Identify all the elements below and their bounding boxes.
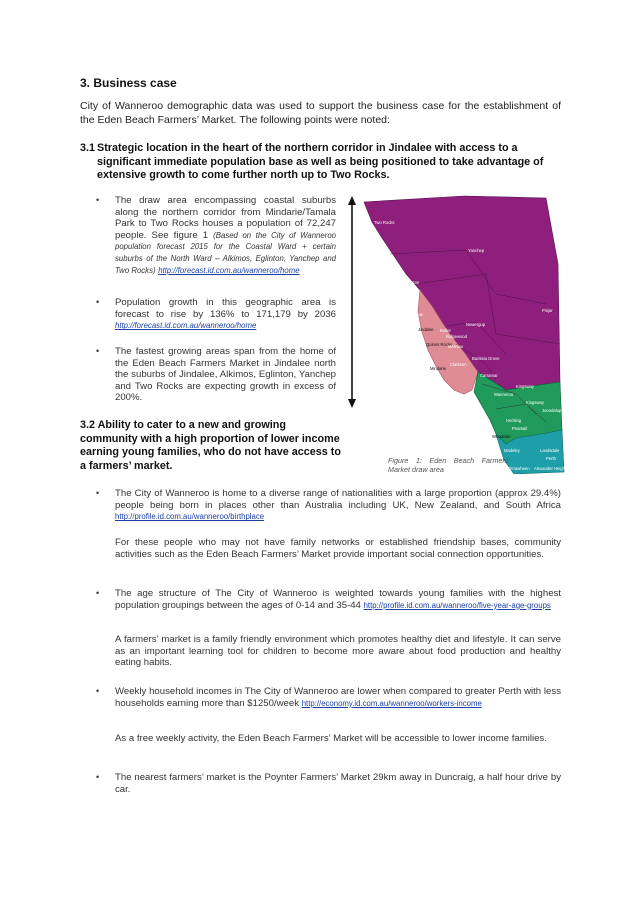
bullet-dot-icon: •	[96, 588, 100, 598]
map-label: Merriwa	[448, 344, 463, 349]
section-title: Ability to cater to a new and growing community with a high proportion of lower income earning young families, who do not have access to a farmers’ market.	[80, 419, 341, 472]
map-label: Madeley	[504, 448, 520, 453]
map-label: Pearsall	[512, 426, 528, 431]
map-label: Perth	[546, 456, 557, 461]
map-label: Joondalup	[542, 408, 562, 413]
draw-area-map	[346, 194, 570, 474]
map-label: Alexander Heights	[534, 466, 569, 471]
map-label: Kingsway	[516, 384, 534, 389]
nationalities-paragraph: For these people who may not have family networks or established friendship bases, community activities such as the Eden Beach Farmers’ Market provide important social connection opportunities.	[115, 537, 561, 560]
workers-income-link[interactable]: http://economy.id.com.au/wanneroo/workers-income	[301, 698, 482, 708]
map-label: Wanneroo	[494, 392, 514, 397]
map-label: Carramar	[480, 373, 498, 378]
bullet-population-growth	[96, 297, 336, 332]
bullet-dot-icon: •	[96, 772, 100, 782]
bullet-nearest-market	[96, 772, 561, 795]
bullet-text: The draw area encompassing coastal suburbs along the northern corridor from Mindarie/Tamala Park to Two Rocks houses a population of 72,247 people. See figure 1 (Based on the City of Wanneroo population forecast 2015 for the Coastal Ward + certain suburbs of the North Ward – Alkimos, Eglinton, Yanchep and Two Rocks) http://forecast.id.com.au/wanneroo/home	[115, 195, 336, 275]
bullet-text: The age structure of The City of Wanneroo is weighted towards young families with the highest population groupings between the ages of 0-14 and 35-44 http://profile.id.com.au/wanneroo/five-year-age-groups	[115, 588, 561, 611]
map-label: Two Rocks	[374, 220, 395, 225]
map-label: Landsdale	[540, 448, 560, 453]
map-label: Clarkson	[450, 362, 467, 367]
household-income-paragraph: As a free weekly activity, the Eden Beach Farmers’ Market will be accessible to lower income families.	[115, 733, 547, 744]
forecast-link[interactable]: http://forecast.id.com.au/wanneroo/home	[115, 321, 257, 331]
bullet-text: Population growth in this geographic area is forecast to rise by 136% to 171,179 by 2036 http://forecast.id.com.au/wanneroo/home	[115, 297, 336, 331]
bullet-household-income	[96, 686, 561, 709]
map-label: Butler	[440, 328, 451, 333]
bullet-fastest-growing	[96, 346, 336, 404]
section-title-line1: Strategic location in the heart of the northern corridor in Jindalee with access to a	[97, 142, 518, 154]
age-structure-paragraph: A farmers’ market is a family friendly environment which promotes healthy diet and lifestyle. It can serve as an important learning tool for children to become more aware about food production and healthy eating habits.	[115, 634, 561, 669]
map-label: Mindarie	[430, 366, 447, 371]
forecast-link[interactable]: http://forecast.id.com.au/wanneroo/home	[158, 265, 300, 275]
section-3-1-heading	[80, 142, 562, 183]
age-groups-link[interactable]: http://profile.id.com.au/wanneroo/five-year-age-groups	[363, 600, 551, 610]
map-label: Ridgewood	[446, 334, 467, 339]
bullet-text: The City of Wanneroo is home to a diverse range of nationalities with a large proportion (approx 29.4%) people being born in places other than Australia including UK, New Zealand, and South Africa http://profile.id.com.au/wanneroo/birthplace	[115, 488, 561, 522]
bullet-dot-icon: •	[96, 488, 100, 498]
map-label: Nowergup	[466, 322, 486, 327]
bullet-note: (Based on the City of Wanneroo population forecast 2015 for the Coastal Ward + certain suburbs of the North Ward – Alkimos, Eglinton, Yanchep and Two Rocks)	[115, 230, 336, 275]
map-label: Banksia Grove	[472, 356, 500, 361]
map-label: Hocking	[506, 418, 522, 423]
map-label: Woodvale	[492, 434, 511, 439]
map-label: Pinjar	[542, 308, 553, 313]
section-3-2-heading	[80, 419, 342, 473]
section-number: 3.2	[80, 419, 96, 431]
arrow-icon	[348, 196, 356, 408]
bullet-dot-icon: •	[96, 346, 100, 356]
bullet-dot-icon: •	[96, 686, 100, 696]
map-label: Girrawheen	[508, 466, 530, 471]
map-label: Jindalee	[418, 327, 434, 332]
map-label: Quinns Rocks	[426, 342, 453, 347]
map-label: Alkimos	[408, 312, 423, 317]
section-number: 3.1	[80, 142, 96, 154]
figure-caption: Figure 1: Eden Beach Farmers’ Market draw area	[388, 456, 510, 474]
birthplace-link[interactable]: http://profile.id.com.au/wanneroo/birthplace	[115, 512, 265, 522]
map-label: Yanchep	[468, 248, 485, 253]
bullet-dot-icon: •	[96, 297, 100, 307]
bullet-text: Weekly household incomes in The City of Wanneroo are lower when compared to greater Perth with less households earning more than $1250/week http://economy.id.com.au/wanneroo/workers-income	[115, 686, 561, 709]
bullet-age-structure	[96, 588, 561, 611]
bullet-text: The nearest farmers’ market is the Poynter Farmers’ Market 29km away in Duncraig, a half hour drive by car.	[115, 772, 561, 795]
intro-paragraph: City of Wanneroo demographic data was used to support the business case for the establishment of the Eden Beach Farmers’ Market. The following points were noted:	[80, 100, 561, 126]
bullet-dot-icon: •	[96, 195, 100, 205]
section-heading: 3. Business case	[80, 76, 177, 90]
map-label: Eglinton	[404, 280, 420, 285]
section-title-rest: significant immediate population base as well as being positioned to take advantage of extensive growth to come further north up to Two Rocks.	[97, 155, 544, 181]
bullet-nationalities	[96, 488, 561, 523]
bullet-draw-area	[96, 195, 336, 276]
bullet-text: The fastest growing areas span from the home of the Eden Beach Farmers Market in Jindalee north the suburbs of Jindalee, Alkimos, Eglinton, Yanchep and Two Rocks are expecting growth in excess of 200%.	[115, 346, 336, 404]
map-label: Kingsway	[526, 400, 544, 405]
